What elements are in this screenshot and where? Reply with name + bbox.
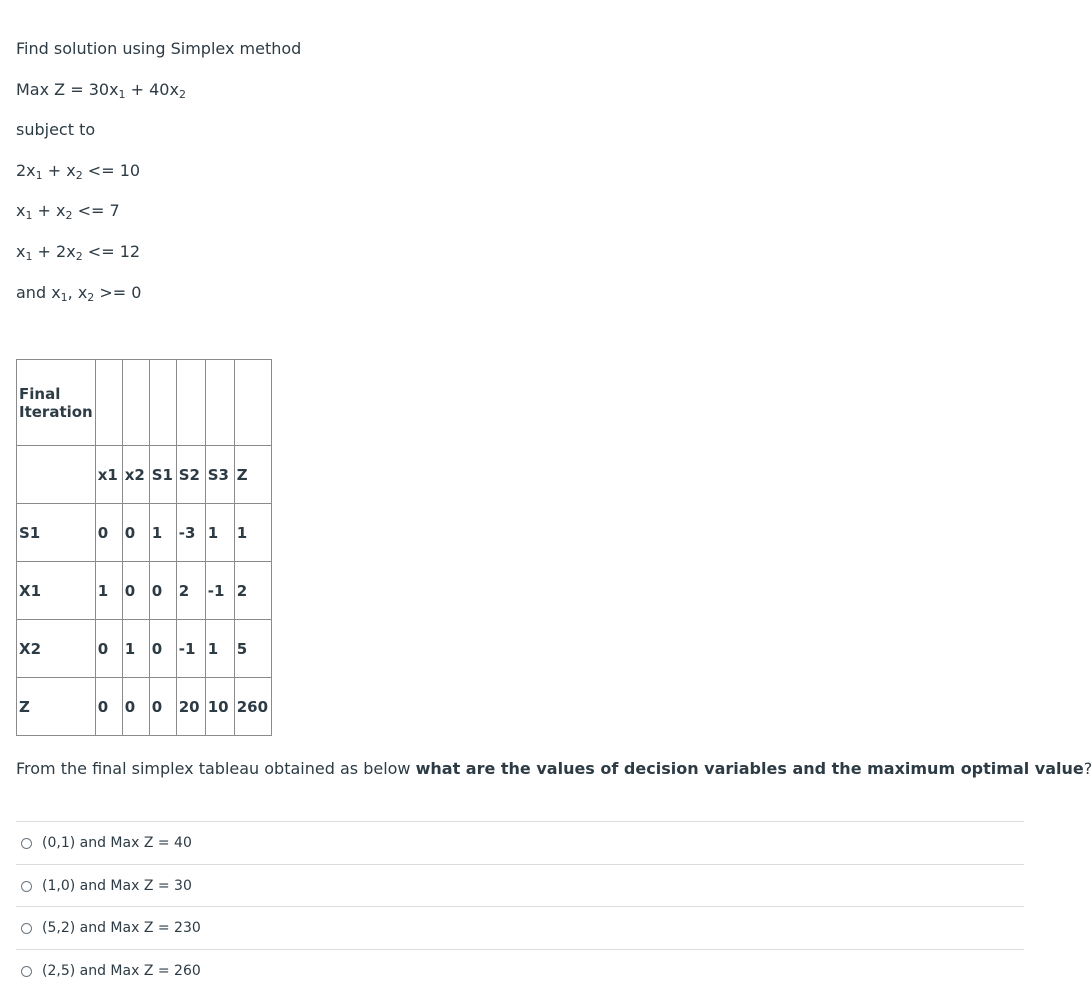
cell-value: 10 — [205, 678, 234, 736]
cell-value: 1 — [234, 504, 271, 562]
cell-value: 20 — [176, 678, 205, 736]
cell-value: 2 — [234, 562, 271, 620]
simplex-tableau — [16, 359, 272, 736]
tableau-title: Final Iteration — [17, 360, 96, 446]
radio-button-icon[interactable] — [21, 838, 32, 849]
radio-button-icon[interactable] — [21, 881, 32, 892]
radio-button-icon[interactable] — [21, 923, 32, 934]
answer-option[interactable] — [16, 906, 1024, 949]
tableau-header-row — [17, 446, 272, 504]
cell-value: 0 — [95, 504, 122, 562]
row-label: Z — [17, 678, 96, 736]
constraint-2: $x_1 + x_2 <= 7$ — [16, 201, 120, 222]
cell-value: 0 — [149, 620, 176, 678]
cell-value: 1 — [205, 620, 234, 678]
cell-value: 1 — [149, 504, 176, 562]
column-header: S1 — [149, 446, 176, 504]
tableau-row — [17, 562, 272, 620]
answer-label: (2,5) and Max Z = 260 — [42, 963, 201, 979]
radio-button-icon[interactable] — [21, 966, 32, 977]
answer-option[interactable] — [16, 864, 1024, 907]
cell-value: 0 — [122, 562, 149, 620]
subject-to-label: subject to — [16, 120, 96, 139]
row-label: X2 — [17, 620, 96, 678]
cell-value: 0 — [149, 678, 176, 736]
cell-value: 260 — [234, 678, 271, 736]
constraint-1: $2x_1 + x_2 <= 10$ — [16, 161, 141, 182]
cell-value: 2 — [176, 562, 205, 620]
answer-label: (5,2) and Max Z = 230 — [42, 920, 201, 936]
question-text: From the final simplex tableau obtained as below what are the values of decision variables and the maximum optimal value? — [16, 759, 1092, 778]
constraint-3: $x_1 + 2x_2 <= 12$ — [16, 242, 141, 263]
cell-value: 0 — [95, 620, 122, 678]
column-header: x1 — [95, 446, 122, 504]
cell-value: 1 — [95, 562, 122, 620]
objective-function: Max $Z = 30x_1 + 40x_2$ — [16, 80, 186, 101]
cell-value: 0 — [122, 678, 149, 736]
tableau-row — [17, 678, 272, 736]
row-label: S1 — [17, 504, 96, 562]
cell-value: -3 — [176, 504, 205, 562]
answer-label: (1,0) and Max Z = 30 — [42, 878, 192, 894]
column-header: S3 — [205, 446, 234, 504]
cell-value: 0 — [122, 504, 149, 562]
tableau-row — [17, 504, 272, 562]
tableau-row — [17, 620, 272, 678]
nonnegativity-constraint: and $x_1$, $x_2 >= 0$ — [16, 283, 142, 304]
cell-value: 0 — [149, 562, 176, 620]
column-header: S2 — [176, 446, 205, 504]
cell-value: -1 — [176, 620, 205, 678]
cell-value: 5 — [234, 620, 271, 678]
answer-label: (0,1) and Max Z = 40 — [42, 835, 192, 851]
cell-value: -1 — [205, 562, 234, 620]
cell-value: 1 — [122, 620, 149, 678]
column-header: x2 — [122, 446, 149, 504]
row-label: X1 — [17, 562, 96, 620]
cell-value: 1 — [205, 504, 234, 562]
instruction-text: Find solution using Simplex method — [16, 39, 302, 58]
cell-value: 0 — [95, 678, 122, 736]
column-header: Z — [234, 446, 271, 504]
answer-option[interactable] — [16, 821, 1024, 864]
answer-option[interactable] — [16, 949, 1024, 992]
